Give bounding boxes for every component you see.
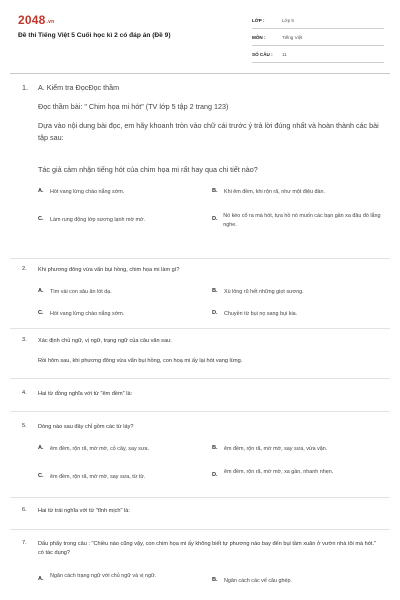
question-separator: [10, 258, 390, 259]
meta-value: Tiếng Việt: [282, 34, 303, 40]
option-c[interactable]: [38, 216, 198, 225]
question-separator: [10, 497, 390, 498]
option-b[interactable]: [212, 577, 384, 586]
option-letter: D.: [212, 472, 218, 478]
reading-title: Đọc thầm bài: " Chim họa mi hót" (TV lớp 5 tập 2 trang 123): [38, 102, 229, 111]
option-text: Xù lông rũ hết những giọt sương.: [224, 289, 304, 295]
option-letter: C.: [38, 216, 44, 222]
option-a[interactable]: [38, 188, 198, 197]
option-text: Hót vang lừng chào nắng sớm.: [50, 311, 125, 317]
question-number: 1.: [22, 83, 28, 92]
option-a[interactable]: [38, 572, 198, 582]
option-text: Khi êm đềm, khi rộn rã, như một điệu đàn.: [224, 189, 325, 195]
meta-key: LỚP :: [252, 17, 265, 23]
question-number: 3.: [22, 337, 27, 343]
question-text: Hai từ đồng nghĩa với từ "êm đềm" là:: [38, 391, 133, 397]
option-letter: C.: [38, 310, 44, 316]
option-b[interactable]: [212, 445, 384, 454]
option-b[interactable]: [212, 288, 384, 297]
question-separator: [10, 529, 390, 530]
question-number: 5.: [22, 423, 27, 429]
option-d[interactable]: [212, 468, 384, 478]
option-text: êm đềm, rộn rã, mờ mờ, xa gần, nhanh nhẹn.: [224, 469, 334, 475]
header-divider: [10, 73, 390, 74]
question-text: Khi phương đông vừa vẩn bụi hồng, chim họa mi làm gì?: [38, 267, 180, 273]
option-a[interactable]: [38, 445, 198, 454]
sentence-text: Rồi hôm sau, khi phương đông vừa vẩn bụi hồng, con hoạ mi ấy lại hót vang lừng.: [38, 358, 243, 364]
option-text: êm đềm, rộn rã, mờ mờ, say sưa, từ từ.: [50, 474, 146, 480]
question-text: Dòng nào sau đây chỉ gồm các từ láy?: [38, 424, 134, 430]
question-separator: [10, 378, 390, 379]
option-text: êm đềm, rộn rã, mờ mờ, say sưa, vừa vặn.: [224, 446, 328, 452]
meta-key: MÔN :: [252, 34, 266, 40]
site-logo[interactable]: [18, 13, 54, 27]
meta-row-count: [252, 46, 384, 63]
option-letter: A.: [38, 445, 44, 451]
question-text: Tác giả cảm nhận tiếng hót của chim họa mi rất hay qua chi tiết nào?: [38, 165, 258, 174]
meta-row-class: [252, 12, 384, 29]
question-number: 7.: [22, 540, 27, 546]
question-number: 6.: [22, 507, 27, 513]
option-c[interactable]: [38, 310, 198, 319]
page-header: [0, 0, 400, 70]
option-c[interactable]: [38, 473, 198, 482]
option-text: Chuyền từ bụi nọ sang bụi kia.: [224, 311, 298, 317]
question-text: Hai từ trái nghĩa với từ "tĩnh mịch" là:: [38, 508, 130, 514]
question-text: Dấu phẩy trong câu : "Chiều nào cũng vậy, con chim họa mi ấy không biết tự phương nào bay đến bụi tầm xuân ở vườn nhà tôi mà hót." có tác dụng?: [38, 541, 376, 556]
question-text: Xác định chủ ngữ, vị ngữ, trạng ngữ của câu văn sau:: [38, 338, 172, 344]
option-letter: B.: [212, 288, 218, 294]
option-letter: D.: [212, 310, 218, 316]
option-text: Ngăn cách các vế câu ghép.: [224, 578, 293, 584]
option-letter: A.: [38, 188, 44, 194]
exam-meta-table: [252, 12, 384, 63]
question-separator: [10, 411, 390, 412]
option-letter: D.: [212, 216, 218, 222]
question-separator: [10, 328, 390, 329]
question-number: 4.: [22, 390, 27, 396]
option-b[interactable]: [212, 188, 384, 197]
meta-key: SỐ CÂU :: [252, 51, 273, 57]
question-number: 2.: [22, 266, 27, 272]
option-text: êm đềm, rộn rã, mờ mờ, cỏ cây, say sưa.: [50, 446, 149, 452]
option-text: Ngăn cách trạng ngữ với chủ ngữ và vị ngữ.: [50, 573, 157, 579]
logo-text: 2048: [18, 13, 46, 27]
option-letter: B.: [212, 188, 218, 194]
option-letter: B.: [212, 445, 218, 451]
option-d[interactable]: [212, 310, 384, 319]
option-letter: A.: [38, 576, 44, 582]
option-text: Làm rung động lớp sương lạnh mờ mờ.: [50, 217, 146, 223]
option-text: Hót vang lừng chào nắng sớm.: [50, 189, 125, 195]
option-d[interactable]: [212, 212, 384, 230]
option-text: Tìm vài con sâu ăn lót dạ.: [50, 289, 112, 295]
meta-value: 11: [282, 51, 287, 57]
option-letter: B.: [212, 577, 218, 583]
logo-suffix: .vn: [46, 19, 55, 25]
option-a[interactable]: [38, 288, 198, 297]
section-heading: A. Kiểm tra ĐọcĐọc thầm: [38, 83, 120, 92]
meta-row-subject: [252, 29, 384, 46]
option-letter: C.: [38, 473, 44, 479]
exam-title: Đề thi Tiếng Việt 5 Cuối học kì 2 có đáp án (Đề 9): [18, 32, 171, 39]
option-letter: A.: [38, 288, 44, 294]
option-text: Nó kéo cổ ra mà hót, tựa hồ nó muốn các bạn gần xa đâu đó lắng nghe.: [223, 213, 381, 228]
meta-value: Lớp 5: [282, 17, 294, 23]
instruction-text: Dựa vào nội dung bài đọc, em hãy khoanh tròn vào chữ cái trước ý trả lời đúng nhất và hoàn thành các bài tập sau:: [38, 121, 379, 142]
